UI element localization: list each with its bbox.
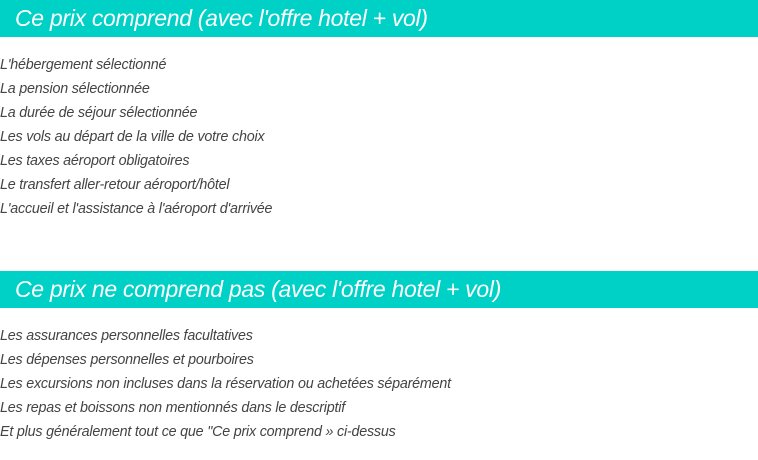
list-item: Et plus généralement tout ce que "Ce prix comprend » ci-dessus [0,424,396,440]
list-item: Les assurances personnelles facultatives [0,328,253,344]
included-list [0,53,272,221]
list-item: Les dépenses personnelles et pourboires [0,352,254,368]
list-item: Les repas et boissons non mentionnés dans le descriptif [0,400,346,416]
list-item: Les taxes aéroport obligatoires [0,153,190,169]
included-section-title: Ce prix comprend (avec l'offre hotel + vol) [0,0,758,37]
list-item: L'accueil et l'assistance à l'aéroport d'arrivée [0,201,273,217]
list-item: Les vols au départ de la ville de votre choix [0,129,265,145]
list-item: L'hébergement sélectionné [0,57,167,73]
list-item: La durée de séjour sélectionnée [0,105,198,121]
excluded-section-title: Ce prix ne comprend pas (avec l'offre hotel + vol) [0,271,758,308]
list-item: Le transfert aller-retour aéroport/hôtel [0,177,230,193]
excluded-list [0,324,451,444]
list-item: La pension sélectionnée [0,81,150,97]
list-item: Les excursions non incluses dans la réservation ou achetées séparément [0,376,451,392]
